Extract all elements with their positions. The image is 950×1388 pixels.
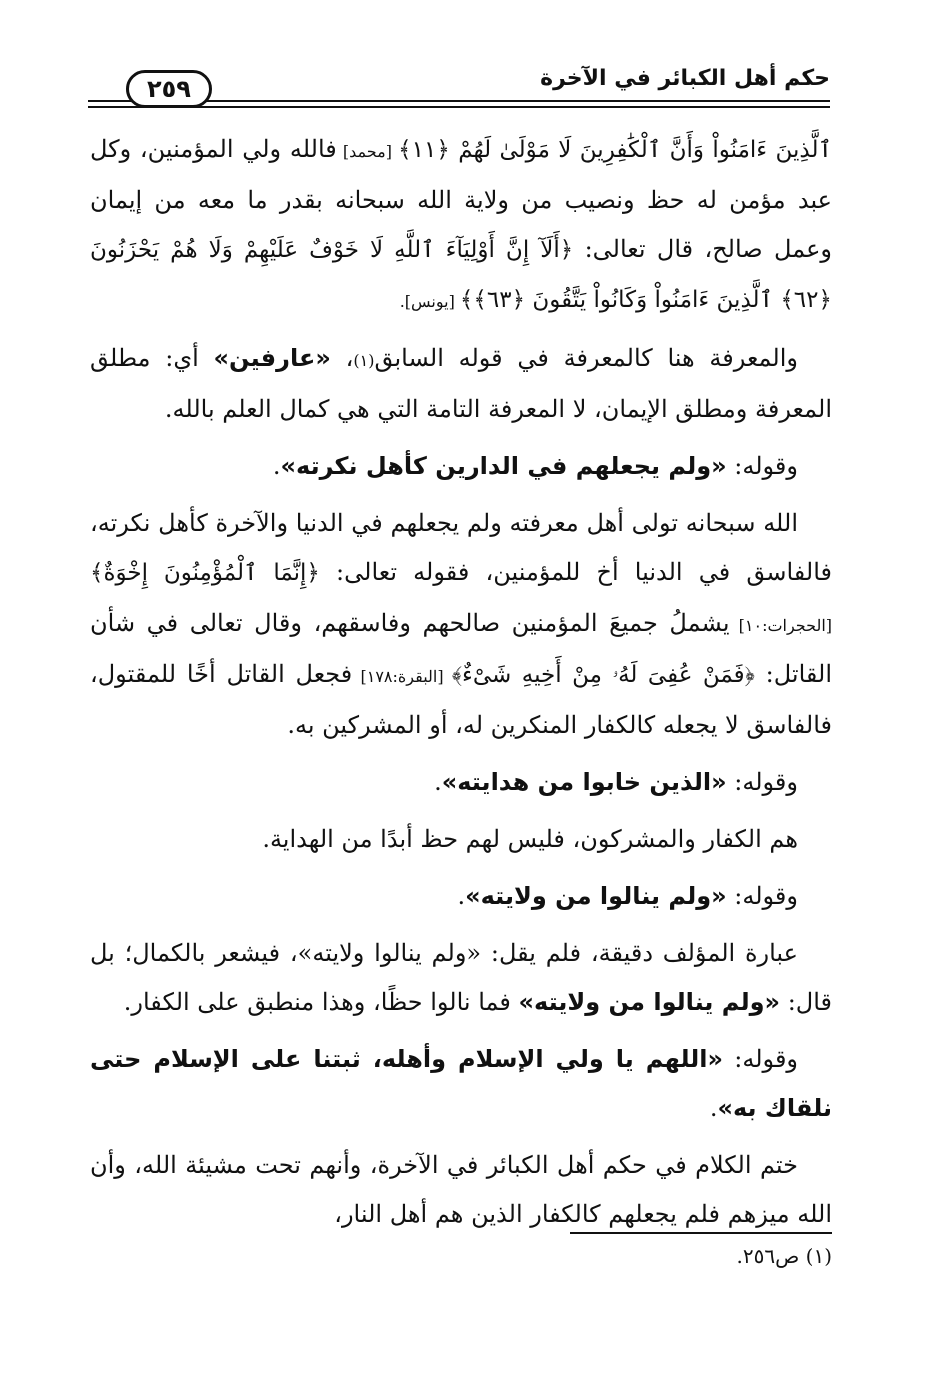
quoted-text: «اللهم يا ولي الإسلام وأهله، ثبتنا على الإسلام حتى نلقاك به» <box>90 1045 832 1122</box>
text-run: وقوله: <box>726 452 798 480</box>
quoted-text: «الذين خابوا من هدايته» <box>441 768 727 796</box>
text-run: والمعرفة هنا كالمعرفة في قوله السابق <box>374 344 798 372</box>
paragraph <box>90 334 832 434</box>
text-run: فالله ولي المؤمنين، وكل عبد مؤمن له حظ ونصيب من ولاية الله سبحانه بقدر ما معه من إيمان وعمل صالح، قال تعالى: <box>90 135 833 263</box>
text-run: وقوله: <box>723 1045 799 1073</box>
footnote-marker: (١) <box>805 1244 832 1268</box>
text-run: يشملُ جميعَ المؤمنين صالحهم وفاسقهم، وقال تعالى في شأن القاتل: <box>90 609 833 688</box>
text-run: . <box>457 882 466 910</box>
reference: [محمد] <box>336 142 399 161</box>
text-run: فما نالوا حظًا، وهذا منطبق على الكفار. <box>123 988 519 1016</box>
text-run: هم الكفار والمشركون، فليس لهم حظ أبدًا من الهداية. <box>262 825 798 853</box>
text-run: أي: مطلق المعرفة ومطلق الإيمان، لا المعرفة التامة التي هي كمال العلم بالله. <box>90 344 832 423</box>
text-run: وقوله: <box>726 882 798 910</box>
text-run: . <box>709 1094 718 1122</box>
text-run: عبارة المؤلف دقيقة، فلم يقل: «ولم ينالوا ولايته»، فيشعر بالكمال؛ بل قال: <box>90 939 832 1016</box>
quran-verse: ﴿فَمَنْ عُفِىَ لَهُۥ مِنْ أَخِيهِ شَىْءٌ﴾ <box>451 662 755 688</box>
paragraph <box>90 815 832 864</box>
paragraph <box>90 499 832 750</box>
text-run: الله سبحانه تولى أهل معرفته ولم يجعلهم في الدنيا والآخرة كأهل نكرته، فالفاسق في الدنيا أخ للمؤمنين، فقوله تعالى: <box>90 509 832 586</box>
quoted-text: «ولم ينالوا من ولايته» <box>465 882 727 910</box>
paragraph <box>90 929 832 1027</box>
text-run: ، <box>330 344 354 372</box>
reference: [الحجرات:١٠] <box>729 616 833 635</box>
header-title: حكم أهل الكبائر في الآخرة <box>530 66 830 91</box>
text-run: . <box>272 452 281 480</box>
text-run: فجعل القاتل أخًا للمقتول، فالفاسق لا يجعله كالكفار المنكرين له، أو المشركين به. <box>90 660 832 739</box>
quran-verse: ﴿أَلَآ إِنَّ أَوْلِيَآءَ ٱللَّهِ لَا خَوْفٌ عَلَيْهِمْ وَلَا هُمْ يَحْزَنُونَ ﴿٦٢﴾ ٱلَّذِينَ ءَامَنُواْ وَكَانُواْ يَتَّقُونَ ﴿٦٣﴾﴾ <box>90 237 832 313</box>
quoted-text: «عارفين» <box>213 344 331 372</box>
text-run: . <box>434 768 442 796</box>
reference: [البقرة:١٧٨] <box>352 667 452 686</box>
text-run: ختم الكلام في حكم أهل الكبائر في الآخرة، وأنهم تحت مشيئة الله، وأن الله ميزهم فلم يجعلهم كالكفار الذين هم أهل النار، <box>90 1151 832 1228</box>
footnote <box>736 1244 832 1268</box>
paragraph <box>90 872 832 921</box>
paragraph <box>90 1035 832 1133</box>
footnote-text: ص٢٥٦. <box>736 1244 800 1268</box>
page-number-badge: ٢٥٩ <box>126 70 212 108</box>
quoted-text: «ولم يجعلهم في الدارين كأهل نكرته» <box>280 452 727 480</box>
text-run: وقوله: <box>726 768 798 796</box>
paragraph <box>90 442 832 491</box>
paragraph <box>90 758 832 807</box>
body-text <box>90 125 832 1247</box>
paragraph <box>90 125 832 326</box>
reference: [يونس]. <box>399 292 460 311</box>
quran-verse: ﴿إِنَّمَا ٱلْمُؤْمِنُونَ إِخْوَةٌ﴾ <box>90 560 320 586</box>
reference: (١) <box>353 351 375 370</box>
paragraph <box>90 1141 832 1239</box>
footnote-separator <box>570 1232 832 1234</box>
quran-verse: ٱلَّذِينَ ءَامَنُواْ وَأَنَّ ٱلْكَٰفِرِينَ لَا مَوْلَىٰ لَهُمْ ﴿١١﴾ <box>398 137 832 163</box>
running-header <box>88 58 830 112</box>
quoted-text: «ولم ينالوا من ولايته» <box>518 988 781 1016</box>
